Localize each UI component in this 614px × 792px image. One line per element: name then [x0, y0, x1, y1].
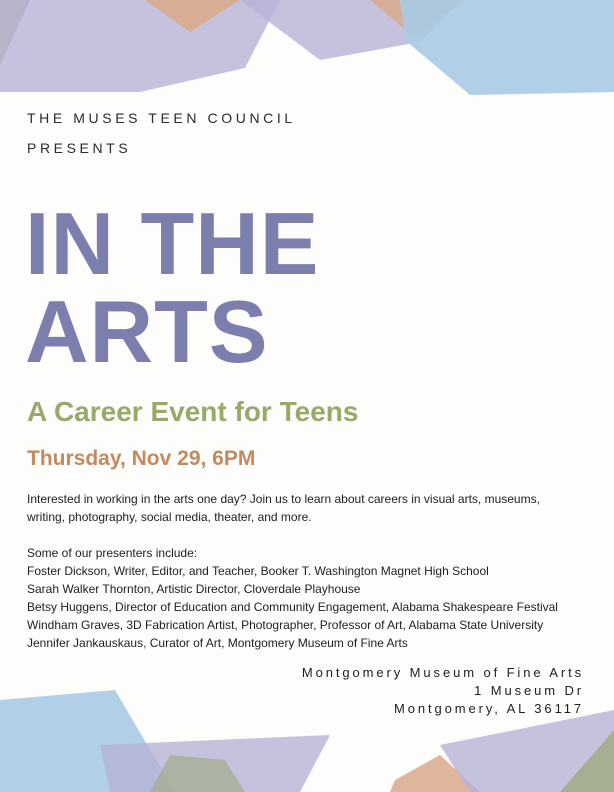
- venue-address: [302, 664, 584, 718]
- presenter-item: Windham Graves, 3D Fabrication Artist, Photographer, Professor of Art, Alabama State University: [27, 618, 544, 632]
- intro-line: Interested in working in the arts one day? Join us to learn about careers in visual arts, museums,: [27, 492, 540, 506]
- presenter-item: Jennifer Jankauskaus, Curator of Art, Montgomery Museum of Fine Arts: [27, 636, 408, 650]
- presenter-item: Betsy Huggens, Director of Education and Community Engagement, Alabama Shakespeare Festival: [27, 600, 558, 614]
- presenter-org: THE MUSES TEEN COUNCIL: [27, 110, 296, 126]
- venue-city: Montgomery, AL 36117: [393, 701, 584, 716]
- presenter-item: Foster Dickson, Writer, Editor, and Teacher, Booker T. Washington Magnet High School: [27, 564, 489, 578]
- presenters-list: [27, 544, 587, 652]
- event-date: Thursday, Nov 29, 6PM: [27, 447, 256, 470]
- event-subtitle: A Career Event for Teens: [27, 396, 359, 427]
- title-line-1: IN THE: [25, 194, 320, 293]
- title-line-2: ARTS: [25, 282, 269, 381]
- presents-label: PRESENTS: [27, 140, 132, 156]
- presenters-heading: Some of our presenters include:: [27, 546, 198, 560]
- venue-name: Montgomery Museum of Fine Arts: [301, 665, 584, 680]
- presenter-item: Sarah Walker Thornton, Artistic Director, Cloverdale Playhouse: [27, 582, 361, 596]
- intro-line: writing, photography, social media, theater, and more.: [27, 510, 312, 524]
- intro-paragraph: [27, 490, 587, 526]
- venue-street: 1 Museum Dr: [474, 683, 584, 698]
